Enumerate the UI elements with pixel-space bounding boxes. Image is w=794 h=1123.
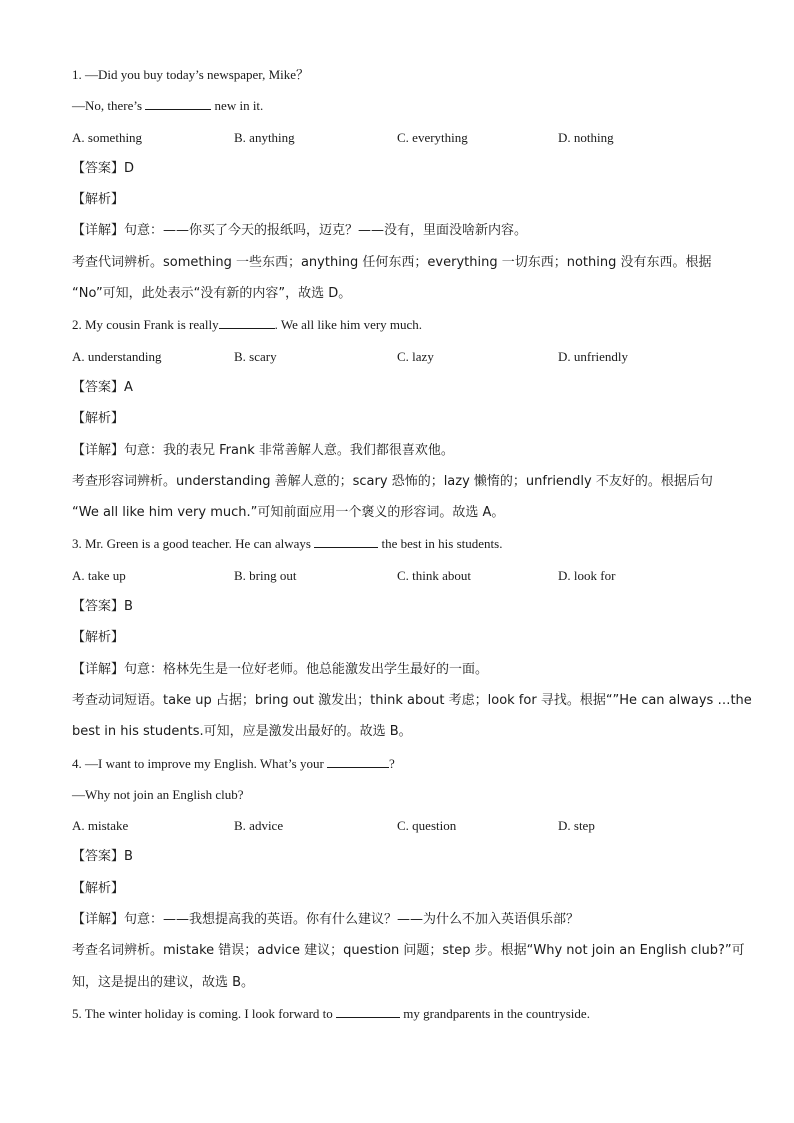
q1-prompt-text: 1. —Did you buy today’s newspaper, Mike？ bbox=[72, 67, 310, 82]
q1-detail: 【详解】句意：——你买了今天的报纸吗，迈克？——没有，里面没啥新内容。 bbox=[72, 223, 528, 239]
q3-option-c: C. think about bbox=[397, 567, 472, 583]
q1-blank bbox=[145, 95, 211, 110]
q1-prompt-post: new in it. bbox=[211, 98, 264, 114]
q3-option-d: D. look for bbox=[558, 567, 616, 583]
q3-option-a: A. take up bbox=[72, 567, 126, 583]
q1-prompt-pre: —No, there’s bbox=[72, 98, 146, 114]
q2-prompt-line bbox=[72, 314, 732, 345]
q2-analysis-label: 【解析】 bbox=[72, 411, 125, 427]
q4-blank bbox=[327, 753, 389, 768]
q3-explain-line-2: best in his students.可知，应是激发出最好的。故选 B。 bbox=[72, 724, 412, 740]
q4-prompt-pre: 4. —I want to improve my English. What’s your bbox=[72, 755, 328, 771]
q5-prompt-post: my grandparents in the countryside. bbox=[400, 1005, 590, 1021]
q1-explain-line-2: “No”可知，此处表示“没有新的内容”，故选 D。 bbox=[72, 286, 352, 302]
q4-prompt-reply: —Why not join an English club? bbox=[72, 786, 244, 802]
q1-prompt-line-1 bbox=[72, 64, 732, 95]
q2-prompt-pre: 2. My cousin Frank is really bbox=[72, 317, 219, 333]
q2-answer: 【答案】A bbox=[72, 379, 133, 395]
q4-prompt-line-2 bbox=[72, 784, 732, 815]
q5-prompt-pre: 5. The winter holiday is coming. I look forward to bbox=[72, 1005, 337, 1021]
q4-options bbox=[72, 815, 732, 846]
q2-option-b: B. scary bbox=[234, 348, 277, 364]
q4-explain-line-2: 知，这是提出的建议，故选 B。 bbox=[72, 974, 255, 990]
q4-option-c: C. question bbox=[397, 818, 457, 834]
document-page bbox=[72, 64, 752, 1034]
q1-analysis-label: 【解析】 bbox=[72, 192, 125, 208]
q4-option-a: A. mistake bbox=[72, 818, 129, 834]
q1-option-c: C. everything bbox=[397, 129, 468, 145]
q2-prompt-post: . We all like him very much. bbox=[274, 317, 423, 333]
q2-blank bbox=[219, 314, 275, 329]
q3-blank bbox=[314, 533, 378, 548]
q3-prompt-post: the best in his students. bbox=[378, 536, 503, 552]
q4-option-d: D. step bbox=[558, 818, 595, 834]
q2-explain-line-1: 考查形容词辨析。understanding 善解人意的；scary 恐怖的；lazy 懒惰的；unfriendly 不友好的。根据后句 bbox=[72, 473, 713, 489]
q2-options bbox=[72, 346, 732, 377]
q2-option-a: A. understanding bbox=[72, 348, 162, 364]
q4-detail: 【详解】句意：——我想提高我的英语。你有什么建议？——为什么不加入英语俱乐部？ bbox=[72, 912, 580, 928]
q1-option-b: B. anything bbox=[234, 129, 295, 145]
q2-explain-line-2: “We all like him very much.”可知前面应用一个褒义的形容词。故选 A。 bbox=[72, 505, 505, 521]
q5-prompt-line bbox=[72, 1003, 732, 1034]
q4-analysis-label: 【解析】 bbox=[72, 880, 125, 896]
q3-prompt-pre: 3. Mr. Green is a good teacher. He can always bbox=[72, 536, 315, 552]
q1-prompt-line-2 bbox=[72, 95, 732, 126]
q3-answer: 【答案】B bbox=[72, 599, 133, 615]
q3-option-b: B. bring out bbox=[234, 567, 297, 583]
q1-answer: 【答案】D bbox=[72, 160, 135, 176]
q1-option-a: A. something bbox=[72, 129, 143, 145]
q3-prompt-line bbox=[72, 533, 732, 564]
q5-blank bbox=[336, 1003, 400, 1018]
q4-answer: 【答案】B bbox=[72, 849, 133, 865]
q4-option-b: B. advice bbox=[234, 818, 284, 834]
q2-option-d: D. unfriendly bbox=[558, 348, 629, 364]
q1-option-d: D. nothing bbox=[558, 129, 614, 145]
q4-prompt-post: ? bbox=[389, 755, 395, 771]
q4-prompt-line-1 bbox=[72, 753, 732, 784]
q3-analysis-label: 【解析】 bbox=[72, 630, 125, 646]
q4-explain-line-1: 考查名词辨析。mistake 错误；advice 建议；question 问题；step 步。根据“Why not join an English club?”可 bbox=[72, 943, 745, 959]
q1-options bbox=[72, 127, 732, 158]
q2-option-c: C. lazy bbox=[397, 348, 434, 364]
q2-detail: 【详解】句意：我的表兄 Frank 非常善解人意。我们都很喜欢他。 bbox=[72, 442, 454, 458]
q3-detail: 【详解】句意：格林先生是一位好老师。他总能激发出学生最好的一面。 bbox=[72, 661, 489, 677]
q1-explain-line-1: 考查代词辨析。something 一些东西；anything 任何东西；everything 一切东西；nothing 没有东西。根据 bbox=[72, 254, 712, 270]
q3-options bbox=[72, 565, 732, 596]
q3-explain-line-1: 考查动词短语。take up 占据；bring out 激发出；think about 考虑；look for 寻找。根据“”He can always …the bbox=[72, 692, 752, 708]
